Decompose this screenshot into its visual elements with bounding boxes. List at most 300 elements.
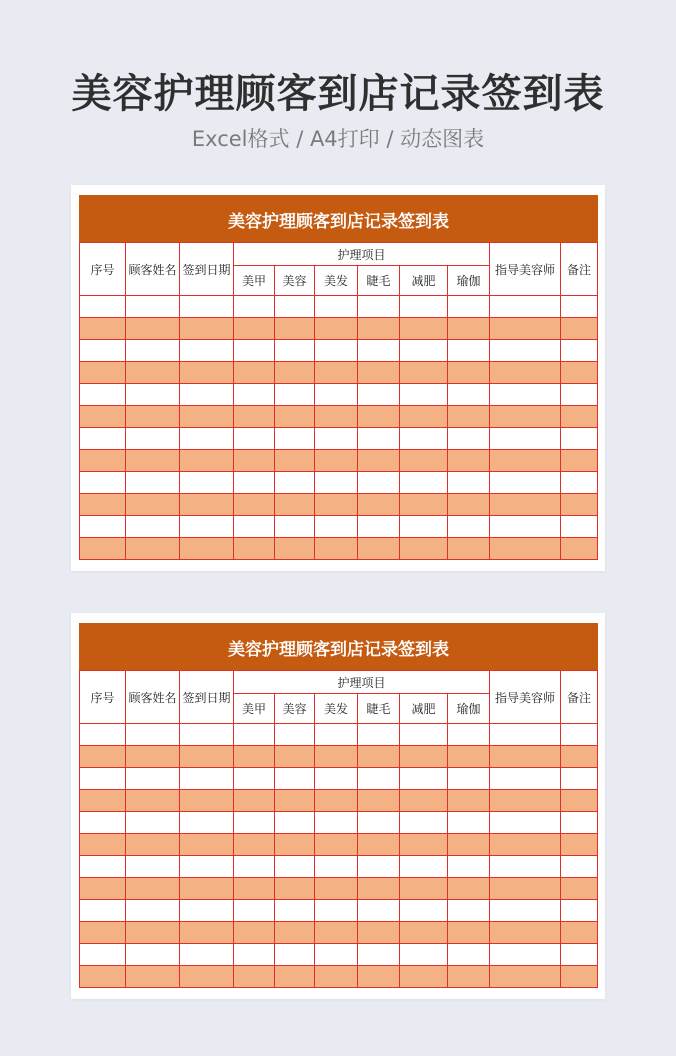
table-cell[interactable] bbox=[561, 384, 598, 406]
table-body bbox=[80, 724, 598, 988]
table-cell[interactable] bbox=[180, 944, 234, 966]
table-cell[interactable] bbox=[358, 516, 400, 538]
table-row bbox=[80, 472, 598, 494]
table-cell[interactable] bbox=[448, 812, 490, 834]
table-cell[interactable] bbox=[490, 922, 561, 944]
header-item: 美发 bbox=[315, 266, 358, 296]
table-cell[interactable] bbox=[490, 834, 561, 856]
table-cell[interactable] bbox=[490, 384, 561, 406]
table-cell[interactable] bbox=[448, 340, 490, 362]
table-cell[interactable] bbox=[358, 296, 400, 318]
table-cell[interactable] bbox=[448, 922, 490, 944]
table-cell[interactable] bbox=[400, 318, 448, 340]
table-cell[interactable] bbox=[561, 922, 598, 944]
table-cell[interactable] bbox=[275, 428, 315, 450]
table-cell[interactable] bbox=[126, 900, 180, 922]
table-cell[interactable] bbox=[561, 834, 598, 856]
table-cell[interactable] bbox=[400, 428, 448, 450]
table-cell[interactable] bbox=[448, 746, 490, 768]
table-cell[interactable] bbox=[490, 318, 561, 340]
table-cell[interactable] bbox=[315, 516, 358, 538]
table-cell[interactable] bbox=[126, 944, 180, 966]
table-cell[interactable] bbox=[180, 516, 234, 538]
table-cell[interactable] bbox=[358, 944, 400, 966]
table-cell[interactable] bbox=[561, 746, 598, 768]
table-cell[interactable] bbox=[234, 856, 275, 878]
table-cell[interactable] bbox=[180, 768, 234, 790]
table-cell[interactable] bbox=[561, 318, 598, 340]
table-cell[interactable] bbox=[315, 878, 358, 900]
table-cell[interactable] bbox=[490, 450, 561, 472]
table-cell[interactable] bbox=[234, 812, 275, 834]
table-cell[interactable] bbox=[126, 494, 180, 516]
header-item: 减肥 bbox=[400, 266, 448, 296]
table-cell[interactable] bbox=[490, 406, 561, 428]
table-cell[interactable] bbox=[490, 768, 561, 790]
table-cell[interactable] bbox=[400, 878, 448, 900]
table-cell[interactable] bbox=[234, 746, 275, 768]
table-cell[interactable] bbox=[448, 362, 490, 384]
table-cell[interactable] bbox=[448, 428, 490, 450]
table-cell[interactable] bbox=[400, 812, 448, 834]
table-cell[interactable] bbox=[80, 538, 126, 560]
table-cell[interactable] bbox=[234, 516, 275, 538]
table-cell[interactable] bbox=[315, 746, 358, 768]
table-cell[interactable] bbox=[275, 362, 315, 384]
table-cell[interactable] bbox=[315, 406, 358, 428]
table-cell[interactable] bbox=[126, 966, 180, 988]
table-cell[interactable] bbox=[561, 790, 598, 812]
table-cell[interactable] bbox=[234, 362, 275, 384]
table-cell[interactable] bbox=[234, 834, 275, 856]
table-cell[interactable] bbox=[400, 296, 448, 318]
header-no: 序号 bbox=[80, 243, 126, 296]
header-item: 睫毛 bbox=[358, 694, 400, 724]
table-cell[interactable] bbox=[275, 812, 315, 834]
table-cell[interactable] bbox=[358, 472, 400, 494]
table-cell[interactable] bbox=[448, 384, 490, 406]
table-cell[interactable] bbox=[561, 944, 598, 966]
table-cell[interactable] bbox=[315, 900, 358, 922]
table-cell[interactable] bbox=[126, 538, 180, 560]
table-cell[interactable] bbox=[448, 472, 490, 494]
table-cell[interactable] bbox=[490, 944, 561, 966]
table-cell[interactable] bbox=[180, 878, 234, 900]
table-cell[interactable] bbox=[400, 340, 448, 362]
table-cell[interactable] bbox=[180, 296, 234, 318]
table-cell[interactable] bbox=[448, 516, 490, 538]
table-cell[interactable] bbox=[561, 900, 598, 922]
table-row bbox=[80, 450, 598, 472]
sheet-preview-2 bbox=[71, 613, 605, 999]
table-cell[interactable] bbox=[490, 516, 561, 538]
table-cell[interactable] bbox=[400, 494, 448, 516]
table-cell[interactable] bbox=[490, 296, 561, 318]
table-cell[interactable] bbox=[275, 878, 315, 900]
table-cell[interactable] bbox=[275, 790, 315, 812]
table-cell[interactable] bbox=[80, 812, 126, 834]
table-cell[interactable] bbox=[126, 384, 180, 406]
table-cell[interactable] bbox=[561, 296, 598, 318]
table-cell[interactable] bbox=[358, 318, 400, 340]
table-cell[interactable] bbox=[315, 790, 358, 812]
table-cell[interactable] bbox=[234, 724, 275, 746]
table-cell[interactable] bbox=[80, 296, 126, 318]
table-cell[interactable] bbox=[180, 746, 234, 768]
table-cell[interactable] bbox=[400, 362, 448, 384]
table-cell[interactable] bbox=[180, 812, 234, 834]
table-cell[interactable] bbox=[234, 472, 275, 494]
table-cell[interactable] bbox=[561, 340, 598, 362]
table-row bbox=[80, 406, 598, 428]
table-cell[interactable] bbox=[358, 790, 400, 812]
table-cell[interactable] bbox=[490, 856, 561, 878]
table-cell[interactable] bbox=[275, 472, 315, 494]
table-cell[interactable] bbox=[315, 384, 358, 406]
table-cell[interactable] bbox=[180, 362, 234, 384]
table-cell[interactable] bbox=[315, 724, 358, 746]
table-cell[interactable] bbox=[80, 340, 126, 362]
table-cell[interactable] bbox=[561, 878, 598, 900]
table-cell[interactable] bbox=[448, 538, 490, 560]
table-cell[interactable] bbox=[234, 318, 275, 340]
table-cell[interactable] bbox=[400, 856, 448, 878]
header-no: 序号 bbox=[80, 671, 126, 724]
table-cell[interactable] bbox=[358, 428, 400, 450]
table-cell[interactable] bbox=[80, 900, 126, 922]
header-item: 瑜伽 bbox=[448, 694, 490, 724]
table-cell[interactable] bbox=[126, 878, 180, 900]
table-cell[interactable] bbox=[315, 318, 358, 340]
table-cell[interactable] bbox=[126, 746, 180, 768]
table-cell[interactable] bbox=[275, 834, 315, 856]
table-cell[interactable] bbox=[80, 834, 126, 856]
table-row bbox=[80, 944, 598, 966]
table-cell[interactable] bbox=[358, 494, 400, 516]
table-cell[interactable] bbox=[234, 428, 275, 450]
table-cell[interactable] bbox=[315, 944, 358, 966]
table-cell[interactable] bbox=[358, 966, 400, 988]
table-cell[interactable] bbox=[448, 768, 490, 790]
header-item: 瑜伽 bbox=[448, 266, 490, 296]
table-row bbox=[80, 966, 598, 988]
table-cell[interactable] bbox=[126, 318, 180, 340]
table-cell[interactable] bbox=[180, 494, 234, 516]
page-subtitle: Excel格式 / A4打印 / 动态图表 bbox=[191, 127, 485, 151]
table-cell[interactable] bbox=[490, 494, 561, 516]
table-cell[interactable] bbox=[561, 472, 598, 494]
table-cell[interactable] bbox=[490, 362, 561, 384]
table-cell[interactable] bbox=[126, 406, 180, 428]
table-cell[interactable] bbox=[315, 362, 358, 384]
table-cell[interactable] bbox=[358, 406, 400, 428]
table-cell[interactable] bbox=[275, 966, 315, 988]
table-cell[interactable] bbox=[275, 538, 315, 560]
table-cell[interactable] bbox=[126, 340, 180, 362]
table-cell[interactable] bbox=[448, 450, 490, 472]
table-cell[interactable] bbox=[358, 900, 400, 922]
table-cell[interactable] bbox=[275, 516, 315, 538]
table-cell[interactable] bbox=[490, 966, 561, 988]
table-cell[interactable] bbox=[234, 966, 275, 988]
table-cell[interactable] bbox=[126, 724, 180, 746]
table-cell[interactable] bbox=[358, 384, 400, 406]
table-cell[interactable] bbox=[358, 878, 400, 900]
table-cell[interactable] bbox=[561, 812, 598, 834]
table-cell[interactable] bbox=[448, 790, 490, 812]
table-cell[interactable] bbox=[315, 834, 358, 856]
table-cell[interactable] bbox=[400, 790, 448, 812]
table-cell[interactable] bbox=[358, 538, 400, 560]
table-cell[interactable] bbox=[315, 340, 358, 362]
table-cell[interactable] bbox=[400, 724, 448, 746]
table-cell[interactable] bbox=[275, 406, 315, 428]
table-cell[interactable] bbox=[448, 406, 490, 428]
table-cell[interactable] bbox=[315, 494, 358, 516]
table-cell[interactable] bbox=[490, 340, 561, 362]
table-cell[interactable] bbox=[490, 472, 561, 494]
table-cell[interactable] bbox=[126, 516, 180, 538]
table-cell[interactable] bbox=[400, 900, 448, 922]
table-cell[interactable] bbox=[180, 966, 234, 988]
table-cell[interactable] bbox=[561, 406, 598, 428]
table-cell[interactable] bbox=[234, 384, 275, 406]
table-cell[interactable] bbox=[561, 768, 598, 790]
table-cell[interactable] bbox=[275, 318, 315, 340]
table-cell[interactable] bbox=[180, 406, 234, 428]
table-cell[interactable] bbox=[315, 856, 358, 878]
table-cell[interactable] bbox=[234, 450, 275, 472]
table-cell[interactable] bbox=[126, 472, 180, 494]
table-cell[interactable] bbox=[448, 296, 490, 318]
table-cell[interactable] bbox=[448, 878, 490, 900]
table-cell[interactable] bbox=[275, 450, 315, 472]
table-cell[interactable] bbox=[561, 428, 598, 450]
table-cell[interactable] bbox=[80, 362, 126, 384]
table-cell[interactable] bbox=[180, 428, 234, 450]
table-cell[interactable] bbox=[126, 922, 180, 944]
table-cell[interactable] bbox=[490, 724, 561, 746]
table-cell[interactable] bbox=[80, 450, 126, 472]
table-cell[interactable] bbox=[80, 428, 126, 450]
table-cell[interactable] bbox=[234, 406, 275, 428]
table-cell[interactable] bbox=[180, 834, 234, 856]
table-cell[interactable] bbox=[234, 944, 275, 966]
table-cell[interactable] bbox=[80, 878, 126, 900]
table-row bbox=[80, 724, 598, 746]
table-cell[interactable] bbox=[80, 944, 126, 966]
table-cell[interactable] bbox=[126, 856, 180, 878]
table-cell[interactable] bbox=[275, 900, 315, 922]
table-row bbox=[80, 384, 598, 406]
table-cell[interactable] bbox=[80, 472, 126, 494]
table-cell[interactable] bbox=[180, 856, 234, 878]
table-cell[interactable] bbox=[234, 494, 275, 516]
header-name: 顾客姓名 bbox=[126, 243, 180, 296]
table-cell[interactable] bbox=[561, 856, 598, 878]
table-cell[interactable] bbox=[490, 812, 561, 834]
table-cell[interactable] bbox=[400, 746, 448, 768]
table-cell[interactable] bbox=[80, 966, 126, 988]
table-cell[interactable] bbox=[126, 768, 180, 790]
table-cell[interactable] bbox=[448, 900, 490, 922]
table-row bbox=[80, 296, 598, 318]
table-cell[interactable] bbox=[315, 450, 358, 472]
table-cell[interactable] bbox=[358, 812, 400, 834]
table-cell[interactable] bbox=[80, 790, 126, 812]
table-row bbox=[80, 362, 598, 384]
table-cell[interactable] bbox=[275, 724, 315, 746]
table-cell[interactable] bbox=[561, 724, 598, 746]
header-item: 美容 bbox=[275, 266, 315, 296]
table-cell[interactable] bbox=[448, 966, 490, 988]
table-cell[interactable] bbox=[358, 746, 400, 768]
table-row bbox=[80, 768, 598, 790]
table-cell[interactable] bbox=[275, 944, 315, 966]
table-cell[interactable] bbox=[358, 362, 400, 384]
table-cell[interactable] bbox=[315, 768, 358, 790]
table-cell[interactable] bbox=[561, 516, 598, 538]
table-cell[interactable] bbox=[126, 790, 180, 812]
table-cell[interactable] bbox=[180, 450, 234, 472]
table-cell[interactable] bbox=[400, 768, 448, 790]
table-cell[interactable] bbox=[234, 790, 275, 812]
table-cell[interactable] bbox=[315, 922, 358, 944]
table-cell[interactable] bbox=[126, 428, 180, 450]
table-cell[interactable] bbox=[126, 834, 180, 856]
table-cell[interactable] bbox=[126, 362, 180, 384]
header-item: 睫毛 bbox=[358, 266, 400, 296]
header-date: 签到日期 bbox=[180, 243, 234, 296]
table-cell[interactable] bbox=[80, 494, 126, 516]
table-cell[interactable] bbox=[234, 538, 275, 560]
table-row bbox=[80, 900, 598, 922]
table-cell[interactable] bbox=[561, 494, 598, 516]
header-item: 美发 bbox=[315, 694, 358, 724]
table-cell[interactable] bbox=[358, 724, 400, 746]
table-cell[interactable] bbox=[561, 966, 598, 988]
table-cell[interactable] bbox=[358, 450, 400, 472]
table-cell[interactable] bbox=[490, 878, 561, 900]
table-cell[interactable] bbox=[180, 340, 234, 362]
table-cell[interactable] bbox=[400, 472, 448, 494]
header-item: 美甲 bbox=[234, 266, 275, 296]
table-cell[interactable] bbox=[234, 922, 275, 944]
table-cell[interactable] bbox=[315, 812, 358, 834]
table-cell[interactable] bbox=[400, 966, 448, 988]
table-cell[interactable] bbox=[275, 296, 315, 318]
table-cell[interactable] bbox=[448, 856, 490, 878]
table-cell[interactable] bbox=[561, 362, 598, 384]
table-cell[interactable] bbox=[275, 746, 315, 768]
table-cell[interactable] bbox=[400, 450, 448, 472]
table-cell[interactable] bbox=[180, 724, 234, 746]
table-row bbox=[80, 538, 598, 560]
table-cell[interactable] bbox=[448, 834, 490, 856]
table-cell[interactable] bbox=[315, 472, 358, 494]
table-cell[interactable] bbox=[126, 296, 180, 318]
table-cell[interactable] bbox=[490, 746, 561, 768]
table-cell[interactable] bbox=[234, 340, 275, 362]
table-cell[interactable] bbox=[315, 296, 358, 318]
table-cell[interactable] bbox=[234, 296, 275, 318]
header-teacher: 指导美容师 bbox=[490, 671, 561, 724]
table-cell[interactable] bbox=[400, 944, 448, 966]
table-cell[interactable] bbox=[275, 494, 315, 516]
table-row bbox=[80, 834, 598, 856]
table-cell[interactable] bbox=[275, 856, 315, 878]
table-cell[interactable] bbox=[490, 428, 561, 450]
table-cell[interactable] bbox=[180, 384, 234, 406]
table-cell[interactable] bbox=[400, 834, 448, 856]
table-cell[interactable] bbox=[358, 922, 400, 944]
table-cell[interactable] bbox=[400, 516, 448, 538]
table-cell[interactable] bbox=[80, 318, 126, 340]
table-cell[interactable] bbox=[561, 538, 598, 560]
table-cell[interactable] bbox=[358, 768, 400, 790]
table-cell[interactable] bbox=[400, 384, 448, 406]
table-cell[interactable] bbox=[448, 724, 490, 746]
table-cell[interactable] bbox=[315, 966, 358, 988]
table-cell[interactable] bbox=[80, 406, 126, 428]
table-cell[interactable] bbox=[275, 384, 315, 406]
table-cell[interactable] bbox=[448, 944, 490, 966]
table-cell[interactable] bbox=[80, 768, 126, 790]
table-cell[interactable] bbox=[448, 494, 490, 516]
table-cell[interactable] bbox=[315, 428, 358, 450]
table-cell[interactable] bbox=[400, 406, 448, 428]
table-cell[interactable] bbox=[490, 538, 561, 560]
sign-in-table bbox=[79, 623, 598, 988]
table-cell[interactable] bbox=[80, 724, 126, 746]
header-service-group: 护理项目 bbox=[234, 671, 490, 694]
table-cell[interactable] bbox=[126, 812, 180, 834]
table-cell[interactable] bbox=[126, 450, 180, 472]
table-cell[interactable] bbox=[315, 538, 358, 560]
table-cell[interactable] bbox=[358, 834, 400, 856]
table-cell[interactable] bbox=[180, 472, 234, 494]
table-cell[interactable] bbox=[180, 790, 234, 812]
table-cell[interactable] bbox=[358, 340, 400, 362]
table-cell[interactable] bbox=[80, 922, 126, 944]
table-cell[interactable] bbox=[80, 746, 126, 768]
table-cell[interactable] bbox=[180, 900, 234, 922]
table-cell[interactable] bbox=[400, 538, 448, 560]
table-cell[interactable] bbox=[275, 768, 315, 790]
table-cell[interactable] bbox=[180, 922, 234, 944]
table-cell[interactable] bbox=[80, 516, 126, 538]
table-cell[interactable] bbox=[234, 878, 275, 900]
table-row bbox=[80, 856, 598, 878]
table-cell[interactable] bbox=[448, 318, 490, 340]
table-cell[interactable] bbox=[234, 768, 275, 790]
table-cell[interactable] bbox=[490, 790, 561, 812]
table-cell[interactable] bbox=[180, 318, 234, 340]
table-cell[interactable] bbox=[358, 856, 400, 878]
table-cell[interactable] bbox=[234, 900, 275, 922]
table-cell[interactable] bbox=[180, 538, 234, 560]
table-cell[interactable] bbox=[275, 922, 315, 944]
table-cell[interactable] bbox=[400, 922, 448, 944]
table-row bbox=[80, 922, 598, 944]
table-cell[interactable] bbox=[490, 900, 561, 922]
table-cell[interactable] bbox=[275, 340, 315, 362]
table-cell[interactable] bbox=[561, 450, 598, 472]
table-row bbox=[80, 428, 598, 450]
header-teacher: 指导美容师 bbox=[490, 243, 561, 296]
table-cell[interactable] bbox=[80, 856, 126, 878]
table-cell[interactable] bbox=[80, 384, 126, 406]
